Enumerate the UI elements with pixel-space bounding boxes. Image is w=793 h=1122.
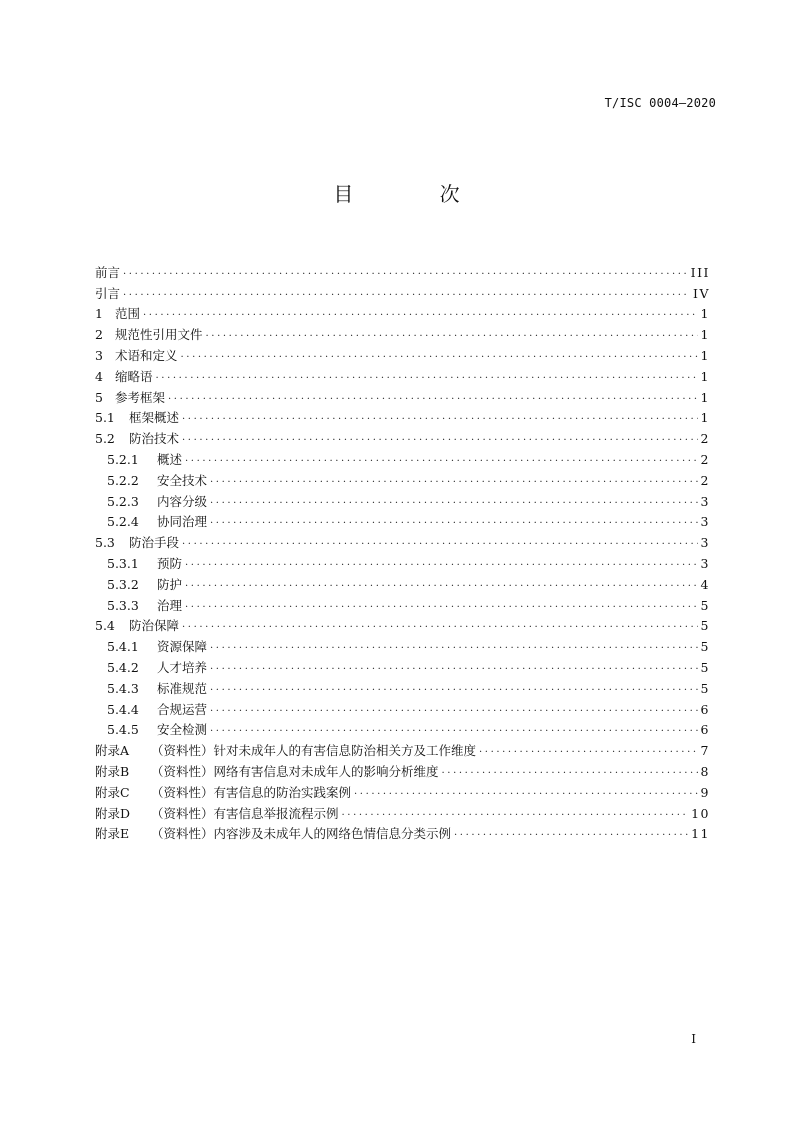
toc-page: 3 xyxy=(700,535,710,551)
toc-page: 2 xyxy=(700,472,710,488)
toc-entry[interactable] xyxy=(95,342,710,363)
leader-dots xyxy=(210,474,698,486)
toc-number: 5.4.4 xyxy=(107,701,139,717)
toc-page: 3 xyxy=(700,555,710,571)
toc-number: 5.3.2 xyxy=(107,576,139,592)
toc-label: 有害信息举报流程示例 xyxy=(213,805,339,821)
leader-dots xyxy=(185,557,698,569)
toc-page: 10 xyxy=(691,805,710,821)
leader-dots xyxy=(442,765,698,777)
toc-label: 安全技术 xyxy=(157,472,208,488)
toc-entry[interactable] xyxy=(95,467,710,488)
toc-entry[interactable] xyxy=(95,800,710,821)
toc-number: 附录D xyxy=(95,805,131,821)
toc-page: 7 xyxy=(700,743,710,759)
toc-page: 5 xyxy=(700,659,710,675)
toc-entry[interactable] xyxy=(95,550,710,571)
toc-page: 5 xyxy=(700,597,710,613)
leader-dots xyxy=(342,807,689,819)
toc-entry[interactable] xyxy=(95,509,710,530)
toc-label: 协同治理 xyxy=(157,514,208,530)
leader-dots xyxy=(182,619,698,631)
toc-page: 8 xyxy=(700,763,710,779)
toc-entry[interactable] xyxy=(95,384,710,405)
toc-number: 5.4 xyxy=(95,618,115,634)
leader-dots xyxy=(185,578,698,590)
toc-entry[interactable] xyxy=(95,737,710,758)
toc-page: 2 xyxy=(700,431,710,447)
toc-number: 附录E xyxy=(95,826,130,842)
leader-dots xyxy=(182,432,698,444)
toc-page: 5 xyxy=(700,618,710,634)
toc-page: 3 xyxy=(700,514,710,530)
toc-number: 5.2.2 xyxy=(107,472,139,488)
toc-entry[interactable] xyxy=(95,259,710,280)
toc-page: 1 xyxy=(700,347,710,363)
toc-page: 1 xyxy=(700,389,710,405)
toc-number: 3 xyxy=(95,347,103,363)
appendix-category: （资料性） xyxy=(151,743,214,759)
toc-page: 1 xyxy=(700,327,710,343)
toc-entry[interactable] xyxy=(95,675,710,696)
toc-label: 前言 xyxy=(95,264,121,280)
toc-number: 1 xyxy=(95,306,103,322)
toc-number: 5.2.3 xyxy=(107,493,139,509)
page-number: I xyxy=(691,1032,696,1046)
toc-entry[interactable] xyxy=(95,592,710,613)
toc-number: 5.4.3 xyxy=(107,680,139,696)
toc-page: III xyxy=(690,264,710,280)
toc-entry[interactable] xyxy=(95,717,710,738)
toc-page: 2 xyxy=(700,451,710,467)
toc-number: 5.2.1 xyxy=(107,451,139,467)
toc-entry[interactable] xyxy=(95,425,710,446)
toc-label: 缩略语 xyxy=(115,368,153,384)
toc-entry[interactable] xyxy=(95,446,710,467)
toc-label: 术语和定义 xyxy=(115,347,178,363)
leader-dots xyxy=(185,599,698,611)
toc-entry[interactable] xyxy=(95,405,710,426)
toc-page: IV xyxy=(693,285,710,301)
toc-label: 有害信息的防治实践案例 xyxy=(213,784,352,800)
toc-page: 5 xyxy=(700,680,710,696)
toc-label: 内容涉及未成年人的网络色情信息分类示例 xyxy=(213,826,452,842)
toc-label: 合规运营 xyxy=(157,701,208,717)
toc-entry[interactable] xyxy=(95,301,710,322)
leader-dots xyxy=(156,370,698,382)
toc-entry[interactable] xyxy=(95,779,710,800)
toc-entry[interactable] xyxy=(95,696,710,717)
toc-page: 9 xyxy=(700,784,710,800)
leader-dots xyxy=(210,703,698,715)
toc-number: 附录C xyxy=(95,784,130,800)
appendix-category: （资料性） xyxy=(151,784,214,800)
toc-label: 参考框架 xyxy=(115,389,166,405)
appendix-category: （资料性） xyxy=(151,826,214,842)
toc-page: 5 xyxy=(700,639,710,655)
toc-label: 标准规范 xyxy=(157,680,208,696)
toc-label: 治理 xyxy=(157,597,183,613)
toc-number: 5.3 xyxy=(95,535,115,551)
leader-dots xyxy=(210,682,698,694)
toc-number: 4 xyxy=(95,368,103,384)
toc-number: 2 xyxy=(95,327,103,343)
toc-number: 5.2 xyxy=(95,431,115,447)
leader-dots xyxy=(143,307,698,319)
toc-page: 6 xyxy=(700,722,710,738)
leader-dots xyxy=(210,515,698,527)
toc-entry[interactable] xyxy=(95,571,710,592)
leader-dots xyxy=(210,495,698,507)
toc-page: 11 xyxy=(691,826,710,842)
toc-label: 针对未成年人的有害信息防治相关方及工作维度 xyxy=(213,743,477,759)
toc-number: 5.4.2 xyxy=(107,659,139,675)
table-of-contents xyxy=(95,259,710,841)
toc-entry[interactable] xyxy=(95,613,710,634)
toc-number: 附录B xyxy=(95,763,130,779)
toc-label: 引言 xyxy=(95,285,121,301)
toc-label: 概述 xyxy=(157,451,183,467)
toc-page: 4 xyxy=(700,576,710,592)
toc-label: 内容分级 xyxy=(157,493,208,509)
appendix-category: （资料性） xyxy=(151,763,214,779)
toc-number: 5.3.1 xyxy=(107,555,139,571)
toc-page: 1 xyxy=(700,368,710,384)
document-code: T/ISC 0004—2020 xyxy=(604,96,716,110)
toc-page: 1 xyxy=(700,306,710,322)
toc-entry[interactable] xyxy=(95,633,710,654)
toc-label: 预防 xyxy=(157,555,183,571)
toc-label: 范围 xyxy=(115,306,141,322)
leader-dots xyxy=(123,266,688,278)
toc-entry[interactable] xyxy=(95,321,710,342)
leader-dots xyxy=(168,391,698,403)
toc-label: 资源保障 xyxy=(157,639,208,655)
toc-label: 规范性引用文件 xyxy=(115,327,203,343)
toc-label: 防治技术 xyxy=(129,431,180,447)
toc-label: 防治手段 xyxy=(129,535,180,551)
toc-number: 5.3.3 xyxy=(107,597,139,613)
leader-dots xyxy=(182,411,698,423)
toc-label: 人才培养 xyxy=(157,659,208,675)
toc-entry[interactable] xyxy=(95,821,710,842)
toc-entry[interactable] xyxy=(95,654,710,675)
toc-label: 安全检测 xyxy=(157,722,208,738)
toc-title: 目 次 xyxy=(333,182,500,206)
toc-label: 防治保障 xyxy=(129,618,180,634)
leader-dots xyxy=(479,744,698,756)
leader-dots xyxy=(454,827,688,839)
leader-dots xyxy=(182,536,698,548)
leader-dots xyxy=(123,287,690,299)
toc-number: 5.4.5 xyxy=(107,722,139,738)
toc-number: 5.4.1 xyxy=(107,639,139,655)
toc-entry[interactable] xyxy=(95,280,710,301)
toc-page: 6 xyxy=(700,701,710,717)
toc-label: 网络有害信息对未成年人的影响分析维度 xyxy=(213,763,439,779)
toc-entry[interactable] xyxy=(95,363,710,384)
leader-dots xyxy=(210,640,698,652)
leader-dots xyxy=(181,349,698,361)
toc-number: 5.1 xyxy=(95,410,115,426)
toc-number: 5 xyxy=(95,389,103,405)
toc-page: 1 xyxy=(700,410,710,426)
toc-label: 框架概述 xyxy=(129,410,180,426)
toc-page: 3 xyxy=(700,493,710,509)
appendix-category: （资料性） xyxy=(151,805,214,821)
leader-dots xyxy=(206,328,698,340)
toc-entry[interactable] xyxy=(95,529,710,550)
toc-label: 防护 xyxy=(157,576,183,592)
leader-dots xyxy=(210,723,698,735)
leader-dots xyxy=(210,661,698,673)
toc-number: 5.2.4 xyxy=(107,514,139,530)
toc-number: 附录A xyxy=(95,743,130,759)
leader-dots xyxy=(354,786,698,798)
toc-entry[interactable] xyxy=(95,488,710,509)
toc-entry[interactable] xyxy=(95,758,710,779)
leader-dots xyxy=(185,453,698,465)
